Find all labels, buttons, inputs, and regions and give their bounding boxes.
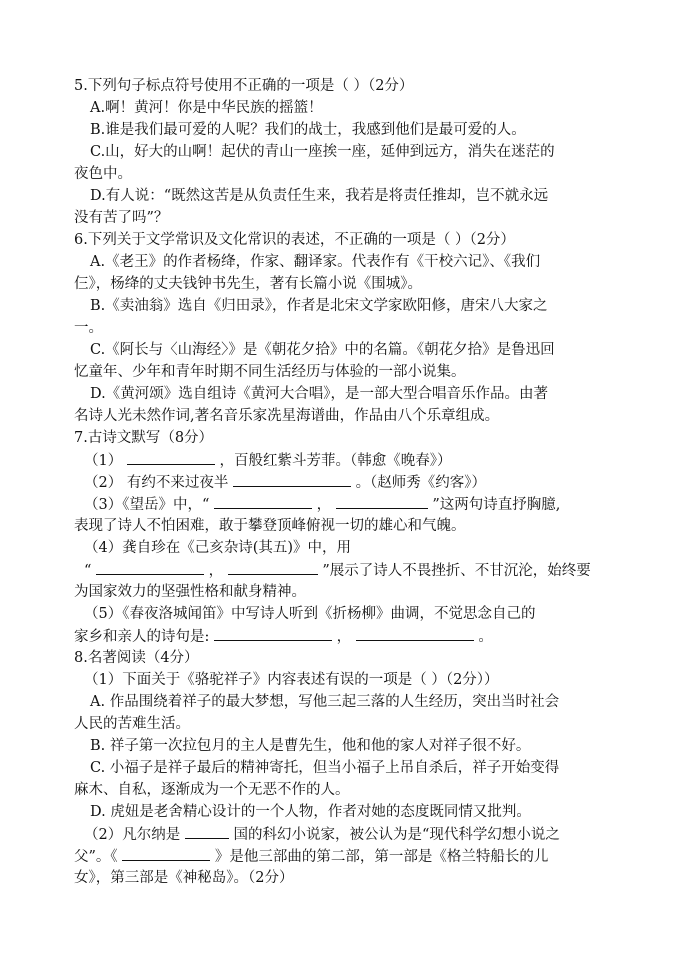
q6-option-a-line2: 仨》，杨绛的丈夫钱钟书先生，著有长篇小说《围城》。 xyxy=(74,276,422,292)
q8-option-a-line2: 人民的苦难生活。 xyxy=(74,716,190,732)
q5-option-d-line2: 没有苦了吗”？ xyxy=(74,210,169,226)
q7-item-1-blank[interactable] xyxy=(127,450,215,465)
q7-item-4-line2 xyxy=(84,560,664,581)
q6-option-c-line1: C.《阿长与〈山海经〉》是《朝花夕拾》中的名篇。《朝花夕拾》是鲁迅回 xyxy=(90,342,555,358)
q6-option-c-line2: 忆童年、少年和青年时期不同生活经历与体验的一部小说集。 xyxy=(74,364,466,380)
q6-option-b-line2: 一。 xyxy=(74,320,103,336)
q7-item-5-prefix: 家乡和亲人的诗句是: xyxy=(74,629,210,645)
q5-option-c-line2: 夜色中。 xyxy=(74,166,132,182)
q8-part2-line3: 女》，第三部是《神秘岛》。（2分） xyxy=(74,870,294,886)
q8-part2-line2-suffix: 》是他三部曲的第二部，第一部是《格兰特船长的儿 xyxy=(214,849,549,865)
q8-title: 8.名著阅读（4分） xyxy=(74,650,199,666)
q7-item-5-comma: ， xyxy=(336,629,352,645)
q8-part2-blank-book[interactable] xyxy=(122,846,210,861)
q7-item-4-blank-2[interactable] xyxy=(228,560,318,575)
q7-item-1 xyxy=(84,450,664,471)
q7-item-5-line1: （5）《春夜洛城闻笛》中写诗人听到《折杨柳》曲调，不觉思念自己的 xyxy=(84,606,536,622)
q7-item-1-suffix: ，百般红紫斗芳菲。（韩愈《晚春》） xyxy=(219,453,452,469)
q7-item-5-blank-2[interactable] xyxy=(356,626,474,641)
q7-item-2-blank[interactable] xyxy=(233,472,351,487)
q8-part1-title: （1）下面关于《骆驼祥子》内容表述有误的一项是（ ）（2分）） xyxy=(84,672,499,688)
q6-option-b-line1: B.《卖油翁》选自《归田录》，作者是北宋文学家欧阳修，唐宋八大家之 xyxy=(90,298,548,314)
q7-item-4-blank-1[interactable] xyxy=(96,560,204,575)
q7-item-3-suffix: ”这两句诗直抒胸臆, xyxy=(432,497,561,513)
q7-item-3-prefix: （3）《望岳》中，“ xyxy=(84,497,210,513)
q7-title: 7.古诗文默写（8分） xyxy=(74,430,214,446)
q8-option-c-line1: C. 小福子是祥子最后的精神寄托，但当小福子上吊自杀后，祥子开始变得 xyxy=(90,760,560,776)
q8-part2-line1 xyxy=(84,824,664,845)
q7-item-2 xyxy=(84,472,664,493)
q7-item-4-line3: 为国家效力的坚强性格和献身精神。 xyxy=(74,584,306,600)
q7-item-4-comma: ， xyxy=(208,563,224,579)
q5-title: 5.下列句子标点符号使用不正确的一项是（ ）（2分） xyxy=(74,78,414,94)
q7-item-4-open-quote: “ xyxy=(84,563,92,579)
q7-item-4-line1: （4）龚自珍在《己亥杂诗(其五)》中，用 xyxy=(84,540,352,556)
q7-item-2-suffix: 。（赵师秀《约客》） xyxy=(355,475,487,491)
q6-option-a-line1: A.《老王》的作者杨绛，作家、翻译家。代表作有《干校六记》、《我们 xyxy=(90,254,541,270)
q7-item-3-line1 xyxy=(84,494,664,515)
q7-item-5-blank-1[interactable] xyxy=(214,626,332,641)
q7-item-3-comma: ， xyxy=(316,497,332,513)
q8-option-d: D. 虎妞是老舍精心设计的一个人物，作者对她的态度既同情又批判。 xyxy=(90,804,531,820)
q6-option-d-line2: 名诗人光未然作词,著名音乐家冼星海谱曲，作品由八个乐章组成。 xyxy=(74,408,500,424)
q5-option-a: A.啊！黄河！你是中华民族的摇篮！ xyxy=(90,100,323,116)
q7-item-3-blank-1[interactable] xyxy=(214,494,312,509)
q6-title: 6.下列关于文学常识及文化常识的表述，不正确的一项是（ ）（2分） xyxy=(74,232,515,248)
q7-item-3-line2: 表现了诗人不怕困难，敢于攀登顶峰俯视一切的雄心和气魄。 xyxy=(74,518,466,534)
q8-option-a-line1: A. 作品围绕着祥子的最大梦想，写他三起三落的人生经历，突出当时社会 xyxy=(90,694,560,710)
q7-item-5-line2 xyxy=(74,626,654,647)
q5-option-c-line1: C.山，好大的山啊！起伏的青山一座挨一座，延伸到远方，消失在迷茫的 xyxy=(90,144,555,160)
q8-part2-prefix: （2）凡尔纳是 xyxy=(84,827,181,843)
q6-option-d-line1: D.《黄河颂》选自组诗《黄河大合唱》，是一部大型合唱音乐作品。由著 xyxy=(90,386,548,402)
q7-item-2-prefix: （2） 有约不来过夜半 xyxy=(84,475,229,491)
q5-option-d-line1: D.有人说：“既然这苦是从负责任生来，我若是将责任推却，岂不就永远 xyxy=(90,188,549,204)
q7-item-5-suffix: 。 xyxy=(478,629,493,645)
q8-option-c-line2: 麻木、自私，逐渐成为一个无恶不作的人。 xyxy=(74,782,350,798)
q8-part2-line2-prefix: 父”。《 xyxy=(74,849,118,865)
q7-item-1-prefix: （1） xyxy=(84,453,123,469)
q5-option-b: B.谁是我们最可爱的人呢？我们的战士，我感到他们是最可爱的人。 xyxy=(90,122,526,138)
q7-item-4-suffix: ”展示了诗人不畏挫折、不甘沉沦，始终要 xyxy=(322,563,591,579)
q8-part2-line2 xyxy=(74,846,654,867)
q8-part2-blank-country[interactable] xyxy=(185,824,229,839)
q8-option-b: B. 祥子第一次拉包月的主人是曹先生，他和他的家人对祥子很不好。 xyxy=(90,738,531,754)
q7-item-3-blank-2[interactable] xyxy=(336,494,428,509)
q8-part2-suffix: 国的科幻小说家，被公认为是“现代科学幻想小说之 xyxy=(233,827,560,843)
